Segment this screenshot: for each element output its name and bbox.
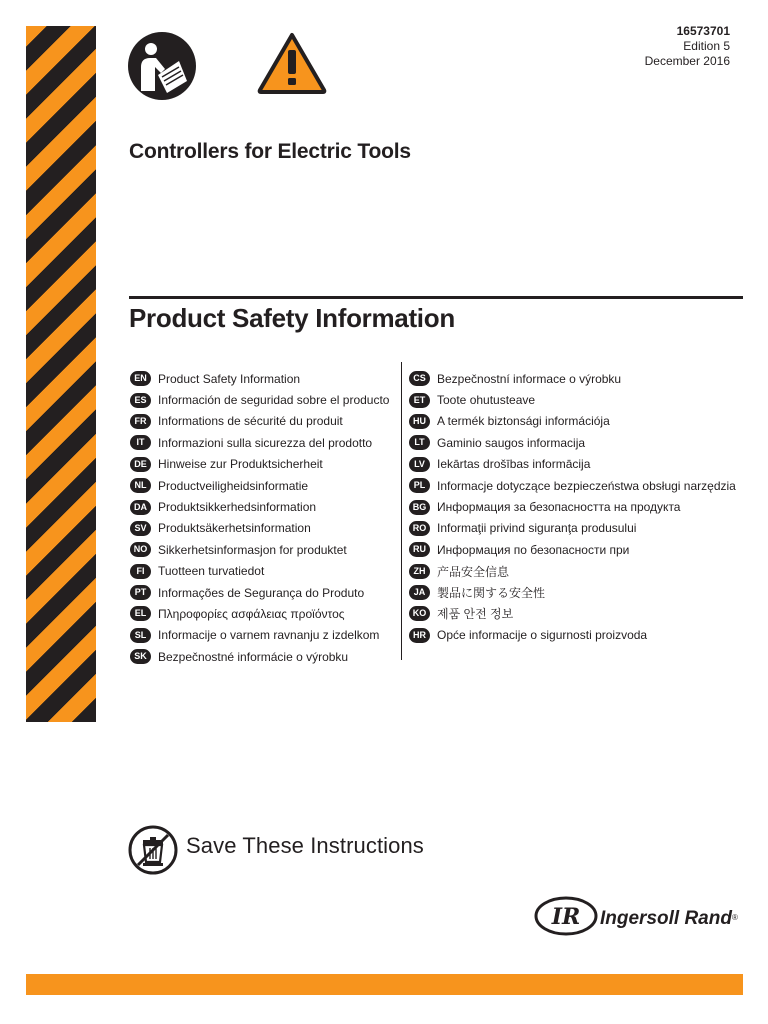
save-instructions-notice: Save These Instructions xyxy=(186,833,424,858)
language-item-hr xyxy=(409,625,736,646)
language-title: Tuotteen turvatiedot xyxy=(158,564,265,579)
language-code-badge: HR xyxy=(409,628,430,643)
language-code-badge: RU xyxy=(409,542,430,557)
language-code-badge: HU xyxy=(409,414,430,429)
language-item-sv xyxy=(130,518,389,539)
language-code-badge: EN xyxy=(130,371,151,386)
language-title: 제품 안전 정보 xyxy=(437,607,514,622)
title-rule xyxy=(129,296,743,299)
language-title: Toote ohutusteave xyxy=(437,393,536,408)
language-item-hu xyxy=(409,411,736,432)
language-list-right xyxy=(409,368,736,646)
document-title: Product Safety Information xyxy=(129,303,455,333)
language-code-badge: EL xyxy=(130,606,151,621)
language-code-badge: LV xyxy=(409,457,430,472)
language-code-badge: CS xyxy=(409,371,430,386)
document-meta xyxy=(645,24,730,69)
language-item-sk xyxy=(130,646,389,667)
language-code-badge: FR xyxy=(130,414,151,429)
language-title: Informacje dotyczące bezpieczeństwa obsługi narzędzia xyxy=(437,478,736,493)
language-item-cs xyxy=(409,368,736,389)
language-code-badge: IT xyxy=(130,435,151,450)
language-item-it xyxy=(130,432,389,453)
language-list-left xyxy=(130,368,389,667)
language-code-badge: DA xyxy=(130,500,151,515)
language-title: Product Safety Information xyxy=(158,371,301,386)
language-item-lt xyxy=(409,432,736,453)
language-item-zh xyxy=(409,561,736,582)
language-title: Bezpečnostní informace o výrobku xyxy=(437,371,622,386)
language-item-nl xyxy=(130,475,389,496)
language-item-en xyxy=(130,368,389,389)
language-title: Информация за безопасността на продукта xyxy=(437,500,681,515)
language-title: Gaminio saugos informacija xyxy=(437,435,586,450)
language-item-lv xyxy=(409,454,736,475)
language-code-badge: ET xyxy=(409,393,430,408)
warning-icon xyxy=(257,32,327,94)
brand-name: Ingersoll Rand xyxy=(600,908,732,929)
language-title: Produktsikkerhedsinformation xyxy=(158,500,317,515)
logo-mark: IR xyxy=(551,904,581,930)
language-item-es xyxy=(130,389,389,410)
language-title: Opće informacije o sigurnosti proizvoda xyxy=(437,628,648,643)
language-code-badge: LT xyxy=(409,435,430,450)
edition: Edition 5 xyxy=(683,39,730,53)
language-title: Produktsäkerhetsinformation xyxy=(158,521,311,536)
ingersoll-rand-logo xyxy=(534,896,744,936)
footer-accent-bar xyxy=(26,974,743,995)
language-title: Informacije o varnem ravnanju z izdelkom xyxy=(158,628,380,643)
language-code-badge: SK xyxy=(130,649,151,664)
language-title: Bezpečnostné informácie o výrobku xyxy=(158,649,349,664)
language-title: Iekārtas drošības informācija xyxy=(437,457,591,472)
publication-date: December 2016 xyxy=(644,54,730,68)
language-item-ro xyxy=(409,518,736,539)
language-item-et xyxy=(409,389,736,410)
language-code-badge: PL xyxy=(409,478,430,493)
language-title: Информация по безопасности при xyxy=(437,542,630,557)
language-item-fi xyxy=(130,561,389,582)
language-code-badge: NL xyxy=(130,478,151,493)
recycling-bin-icon xyxy=(128,825,178,875)
language-item-no xyxy=(130,539,389,560)
language-title: Productveiligheidsinformatie xyxy=(158,478,309,493)
language-code-badge: RO xyxy=(409,521,430,536)
language-code-badge: ES xyxy=(130,393,151,408)
document-subtitle: Controllers for Electric Tools xyxy=(129,140,411,163)
language-item-pt xyxy=(130,582,389,603)
language-title: Sikkerhetsinformasjon for produktet xyxy=(158,542,347,557)
read-manual-icon xyxy=(127,31,197,101)
language-title: 製品に関する安全性 xyxy=(437,586,546,601)
language-code-badge: DE xyxy=(130,457,151,472)
language-title: Informaţii privind siguranţa produsului xyxy=(437,521,637,536)
language-title: Informações de Segurança do Produto xyxy=(158,585,365,600)
language-item-el xyxy=(130,603,389,624)
language-item-ja xyxy=(409,582,736,603)
column-divider xyxy=(401,362,402,660)
language-title: Informations de sécurité du produit xyxy=(158,414,343,429)
language-item-fr xyxy=(130,411,389,432)
language-title: Informazioni sulla sicurezza del prodotto xyxy=(158,435,373,450)
registered-mark: ® xyxy=(732,913,738,922)
language-title: A termék biztonsági információja xyxy=(437,414,610,429)
language-title: Información de seguridad sobre el producto xyxy=(158,393,390,408)
language-item-ru xyxy=(409,539,736,560)
language-code-badge: BG xyxy=(409,500,430,515)
language-code-badge: FI xyxy=(130,564,151,579)
language-code-badge: KO xyxy=(409,606,430,621)
language-item-pl xyxy=(409,475,736,496)
language-item-sl xyxy=(130,625,389,646)
language-item-bg xyxy=(409,496,736,517)
language-code-badge: PT xyxy=(130,585,151,600)
hazard-stripe xyxy=(26,26,96,722)
language-title: 产品安全信息 xyxy=(437,564,510,579)
language-title: Πληροφορίες ασφάλειας προϊόντος xyxy=(158,606,345,621)
language-code-badge: NO xyxy=(130,542,151,557)
language-item-da xyxy=(130,496,389,517)
language-item-ko xyxy=(409,603,736,624)
language-item-de xyxy=(130,454,389,475)
language-code-badge: JA xyxy=(409,585,430,600)
document-number: 16573701 xyxy=(676,24,730,38)
language-code-badge: SV xyxy=(130,521,151,536)
language-code-badge: SL xyxy=(130,628,151,643)
language-title: Hinweise zur Produktsicherheit xyxy=(158,457,323,472)
language-code-badge: ZH xyxy=(409,564,430,579)
